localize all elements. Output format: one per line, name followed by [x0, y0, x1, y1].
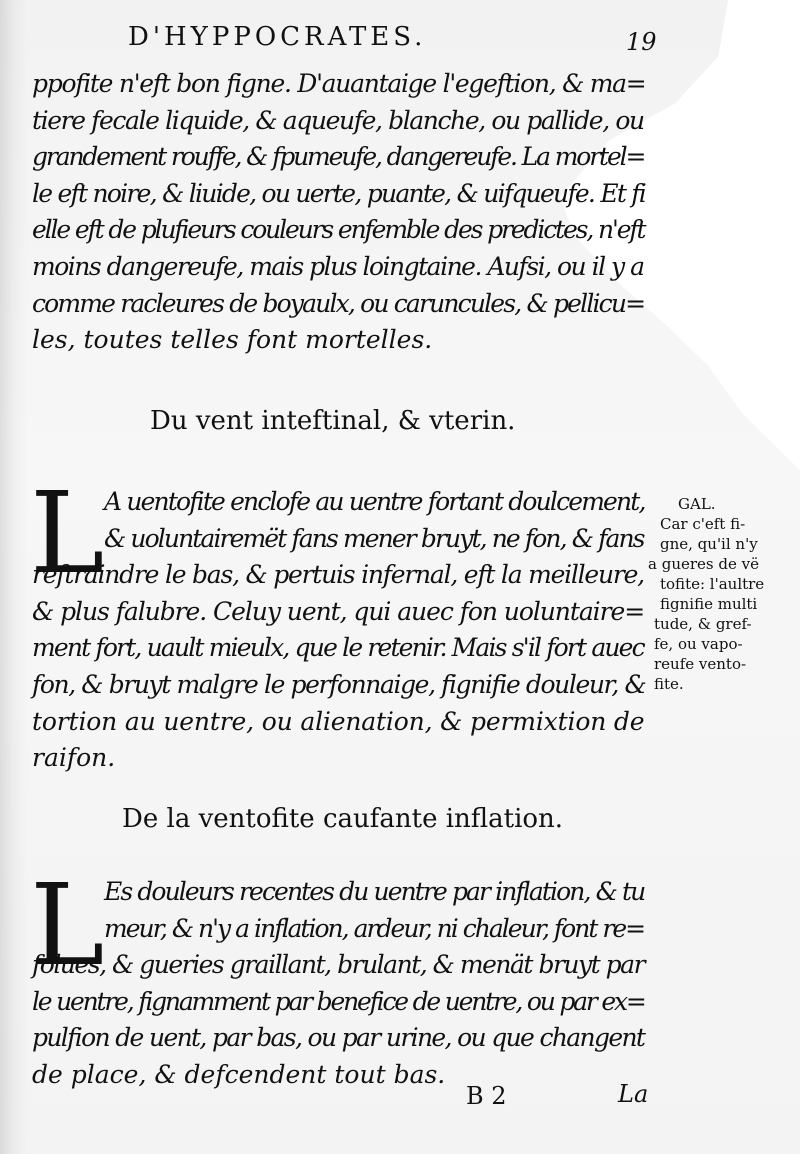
margin-line: tofite: l'aultre: [660, 575, 765, 593]
text-line: pulfion de uent, par bas, ou par urine, ou que changent: [32, 1023, 645, 1053]
text-line: & plus falubre. Celuy uent, qui auec fon uoluntaire=: [32, 596, 645, 626]
margin-line: fite.: [654, 675, 684, 693]
text-line: reftraindre le bas, & pertuis infernal, eft la meilleure,: [32, 560, 644, 590]
text-line: & uoluntairemët fans mener bruyt, ne fon, & fans: [104, 523, 644, 553]
text-line: Es douleurs recentes du uentre par inflation, & tu: [104, 877, 645, 906]
section-heading-inflation: De la ventofite caufante inflation.: [122, 804, 564, 834]
marginal-note: [648, 494, 798, 694]
margin-line: a gueres de vë: [648, 555, 759, 573]
text-line: le uentre, fignamment par benefice de uentre, ou par ex=: [32, 986, 645, 1016]
paragraph-continuation: [32, 66, 644, 359]
folio-number: 19: [626, 28, 657, 56]
text-line: tortion au uentre, ou alienation, & permixtion de: [32, 706, 645, 736]
drop-cap: L: [30, 469, 105, 599]
margin-line: GAL.: [678, 495, 716, 513]
text-line: A uentofite enclofe au uentre fortant doulcement,: [104, 487, 645, 516]
section-heading-vent: Du vent inteftinal, & vterin.: [150, 406, 516, 436]
margin-line: fignifie multi: [660, 595, 758, 613]
text-line: de place, & defcendent tout bas.: [32, 1059, 446, 1089]
text-line: grandement rouffe, & fpumeufe, dangereufe. La mortel=: [32, 142, 645, 172]
margin-line: fe, ou vapo-: [654, 635, 743, 653]
paragraph-inflation: [32, 874, 644, 1094]
catchword: La: [618, 1080, 649, 1108]
text-line: moins dangereufe, mais plus loingtaine. Aufsi, ou il y a: [32, 251, 644, 281]
text-line: le eft noire, & liuide, ou uerte, puante, & uifqueufe. Et fi: [32, 178, 646, 208]
running-head: D'HYPPOCRATES.: [128, 22, 427, 52]
margin-line: Car c'eft fi-: [660, 515, 746, 533]
text-line: raifon.: [32, 743, 116, 773]
text-line: fon, & bruyt malgre le perfonnaige, fignifie douleur, &: [32, 669, 646, 699]
text-line: folues, & gueries graillant, brulant, & menät bruyt par: [32, 950, 645, 980]
signature-mark: B 2: [466, 1082, 507, 1110]
text-line: ppofite n'eft bon figne. D'auantaige l'egeftion, & ma=: [32, 69, 646, 98]
margin-line: tude, & gref-: [654, 615, 752, 633]
text-line: les, toutes telles font mortelles.: [32, 325, 433, 355]
drop-cap: L: [30, 861, 105, 991]
text-line: tiere fecale liquide, & aqueufe, blanche, ou pallide, ou: [32, 105, 644, 135]
text-line: meur, & n'y a inflation, ardeur, ni chaleur, font re=: [104, 913, 645, 943]
text-line: ment fort, uault mieulx, que le retenir. Mais s'il fort auec: [32, 633, 644, 663]
margin-line: reufe vento-: [654, 655, 747, 673]
text-line: elle eft de plufieurs couleurs enfemble des predictes, n'eft: [32, 215, 645, 245]
paragraph-vent: [32, 484, 644, 777]
text-line: comme racleures de boyaulx, ou caruncules, & pellicu=: [32, 288, 645, 318]
margin-line: gne, qu'il n'y: [660, 535, 758, 553]
